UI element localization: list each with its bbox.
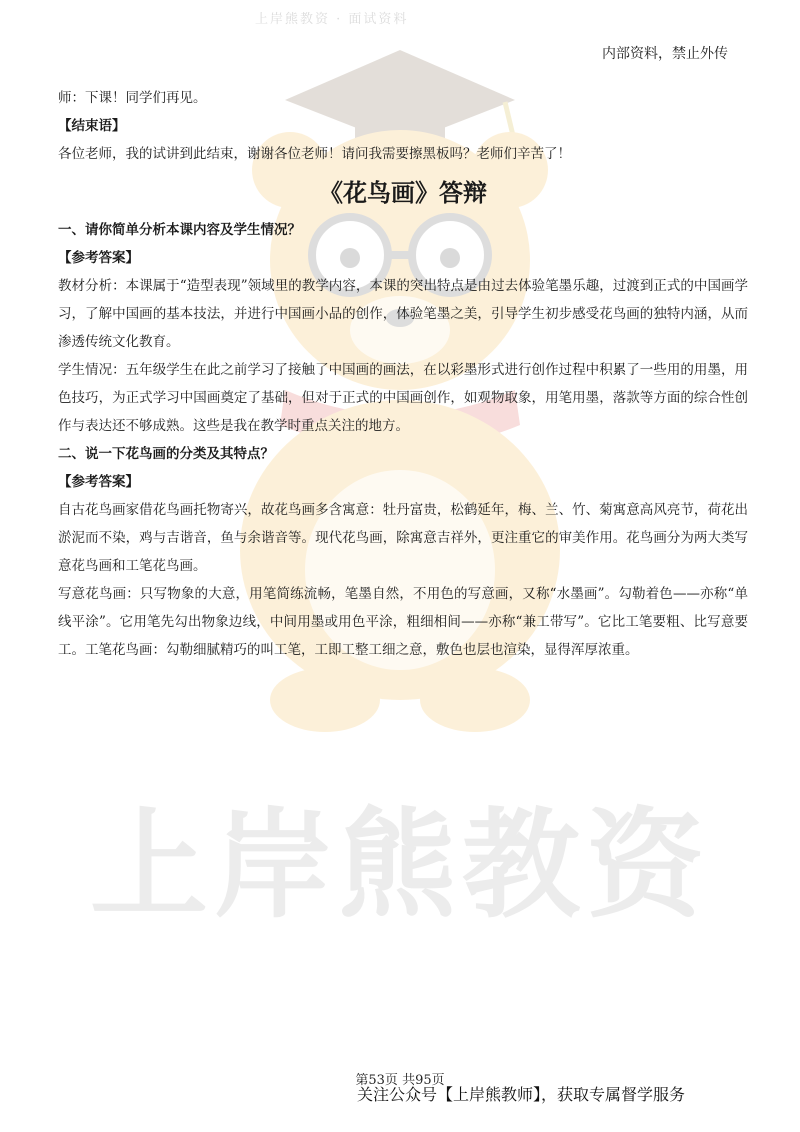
- answer-1-paragraph-1: 教材分析：本课属于“造型表现”领域里的教学内容，本课的突出特点是由过去体验笔墨乐趣，过渡到正式的中国画学习，了解中国画的基本技法，并进行中国画小品的创作，体验笔墨之美，引导学生初步感受花鸟画的独特内涵，从而渗透传统文化教育。: [58, 278, 748, 350]
- question-1: 一、请你简单分析本课内容及学生情况？: [58, 222, 301, 238]
- question-2: 二、说一下花鸟画的分类及其特点？: [58, 446, 274, 462]
- brand-watermark-text: 上岸熊教资: [89, 796, 710, 934]
- page-title: 《花鸟画》答辩: [319, 178, 487, 207]
- faint-header-text: 上岸熊教资 · 面试资料: [255, 12, 409, 27]
- confidential-note: 内部资料，禁止外传: [602, 46, 728, 62]
- document-body: [58, 84, 748, 664]
- closing-heading: 【结束语】: [58, 118, 126, 134]
- answer-1-paragraph-2: 学生情况：五年级学生在此之前学习了接触了中国画的画法，在以彩墨形式进行创作过程中积累了一些用的用墨，用色技巧，为正式学习中国画奠定了基础，但对于正式的中国画创作，如观物取象，用笔用墨，落款等方面的综合性创作与表达还不够成熟。这些是我在教学时重点关注的地方。: [58, 362, 748, 434]
- answer-2-paragraph-2: 写意花鸟画：只写物象的大意，用笔简练流畅，笔墨自然，不用色的写意画，又称“水墨画”。勾勒着色——亦称“单线平涂”。它用笔先勾出物象边线，中间用墨或用色平涂，粗细相间——亦称“兼工带写”。它比工笔要粗、比写意要工。工笔花鸟画：勾勒细腻精巧的叫工笔，工即工整工细之意，敷色也层也渲染，显得浑厚浓重。: [58, 586, 748, 658]
- closing-line: 师：下课！同学们再见。: [58, 90, 207, 106]
- footer-promo: 关注公众号【上岸熊教师】，获取专属督学服务: [357, 1085, 686, 1104]
- answer-2-paragraph-1: 自古花鸟画家借花鸟画托物寄兴，故花鸟画多含寓意：牡丹富贵，松鹤延年，梅、兰、竹、菊寓意高风亮节，荷花出淤泥而不染，鸡与吉谐音，鱼与余谐音等。现代花鸟画，除寓意吉祥外，更注重它的审美作用。花鸟画分为两大类写意花鸟画和工笔花鸟画。: [58, 502, 748, 574]
- answer-label-2: 【参考答案】: [58, 474, 139, 490]
- answer-label-1: 【参考答案】: [58, 250, 139, 266]
- closing-remark: 各位老师，我的试讲到此结束，谢谢各位老师！请问我需要擦黑板吗？老师们辛苦了！: [58, 146, 571, 162]
- page-number: 第53页 共95页: [355, 1073, 445, 1088]
